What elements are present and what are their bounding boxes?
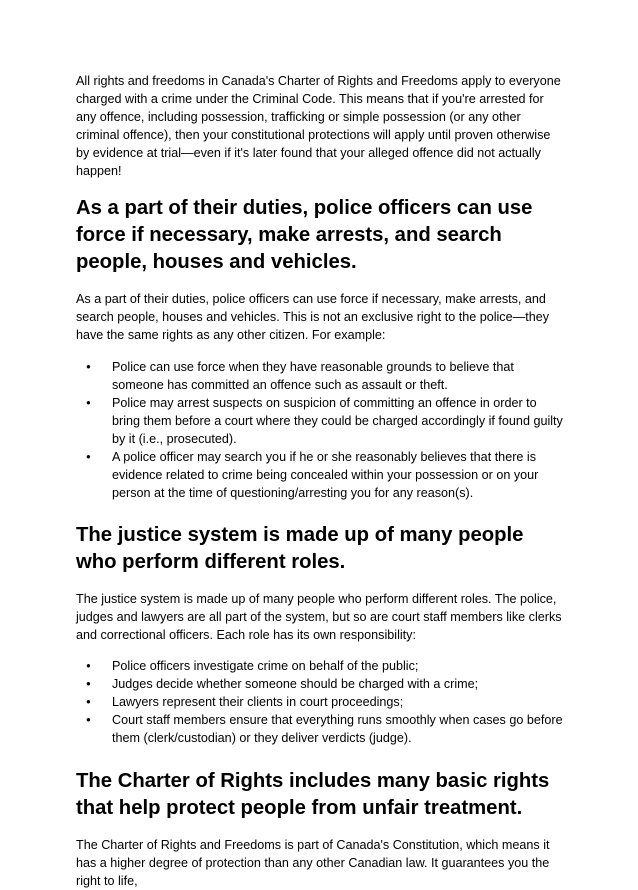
list-item: ● Judges decide whether someone should be charged with a crime;: [76, 675, 566, 693]
paragraph-justice-system: The justice system is made up of many people who perform different roles. The police, judges and lawyers are all part of the system, but so are court staff members like clerks and correctional officers. Each role has its own responsibility:: [76, 592, 562, 642]
list-item: ● Police may arrest suspects on suspicion of committing an offence in order to bring them before a court where they could be charged accordingly if found guilty by it (i.e., prosecuted).: [76, 394, 566, 448]
heading-charter-rights: The Charter of Rights includes many basic rights that help protect people from unfair treatment.: [76, 770, 550, 819]
heading-justice-system: The justice system is made up of many people who perform different roles.: [76, 524, 524, 573]
intro-paragraph: All rights and freedoms in Canada's Charter of Rights and Freedoms apply to everyone charged with a crime under the Criminal Code. This means that if you're arrested for any offence, including possession, trafficking or simple possession (or any other criminal offence), then your constitutional protections will apply until proven otherwise by evidence at trial—even if it's later found that your alleged offence did not actually happen!: [76, 74, 561, 178]
heading-police-duties: As a part of their duties, police officers can use force if necessary, make arrests, and search people, houses and vehicles.: [76, 197, 533, 273]
list-item: ● Lawyers represent their clients in court proceedings;: [76, 693, 566, 711]
paragraph-police-duties: As a part of their duties, police officers can use force if necessary, make arrests, and search people, houses and vehicles. This is not an exclusive right to the police—they have the same rights as any other citizen. For example:: [76, 292, 550, 342]
document-page: [76, 72, 566, 890]
list-police-examples: [76, 358, 566, 502]
list-justice-roles: [76, 657, 566, 747]
paragraph-charter-rights: The Charter of Rights and Freedoms is part of Canada's Constitution, which means it has a higher degree of protection than any other Canadian law. It guarantees you the right to life,: [76, 838, 550, 888]
list-item: ● A police officer may search you if he or she reasonably believes that there is evidence related to crime being concealed within your possession or on your person at the time of questioning/arresting you for any reason(s).: [76, 448, 566, 502]
list-item: ● Police officers investigate crime on behalf of the public;: [76, 657, 566, 675]
list-item: ● Court staff members ensure that everything runs smoothly when cases go before them (clerk/custodian) or they deliver verdicts (judge).: [76, 711, 566, 747]
list-item: ● Police can use force when they have reasonable grounds to believe that someone has committed an offence such as assault or theft.: [76, 358, 566, 394]
